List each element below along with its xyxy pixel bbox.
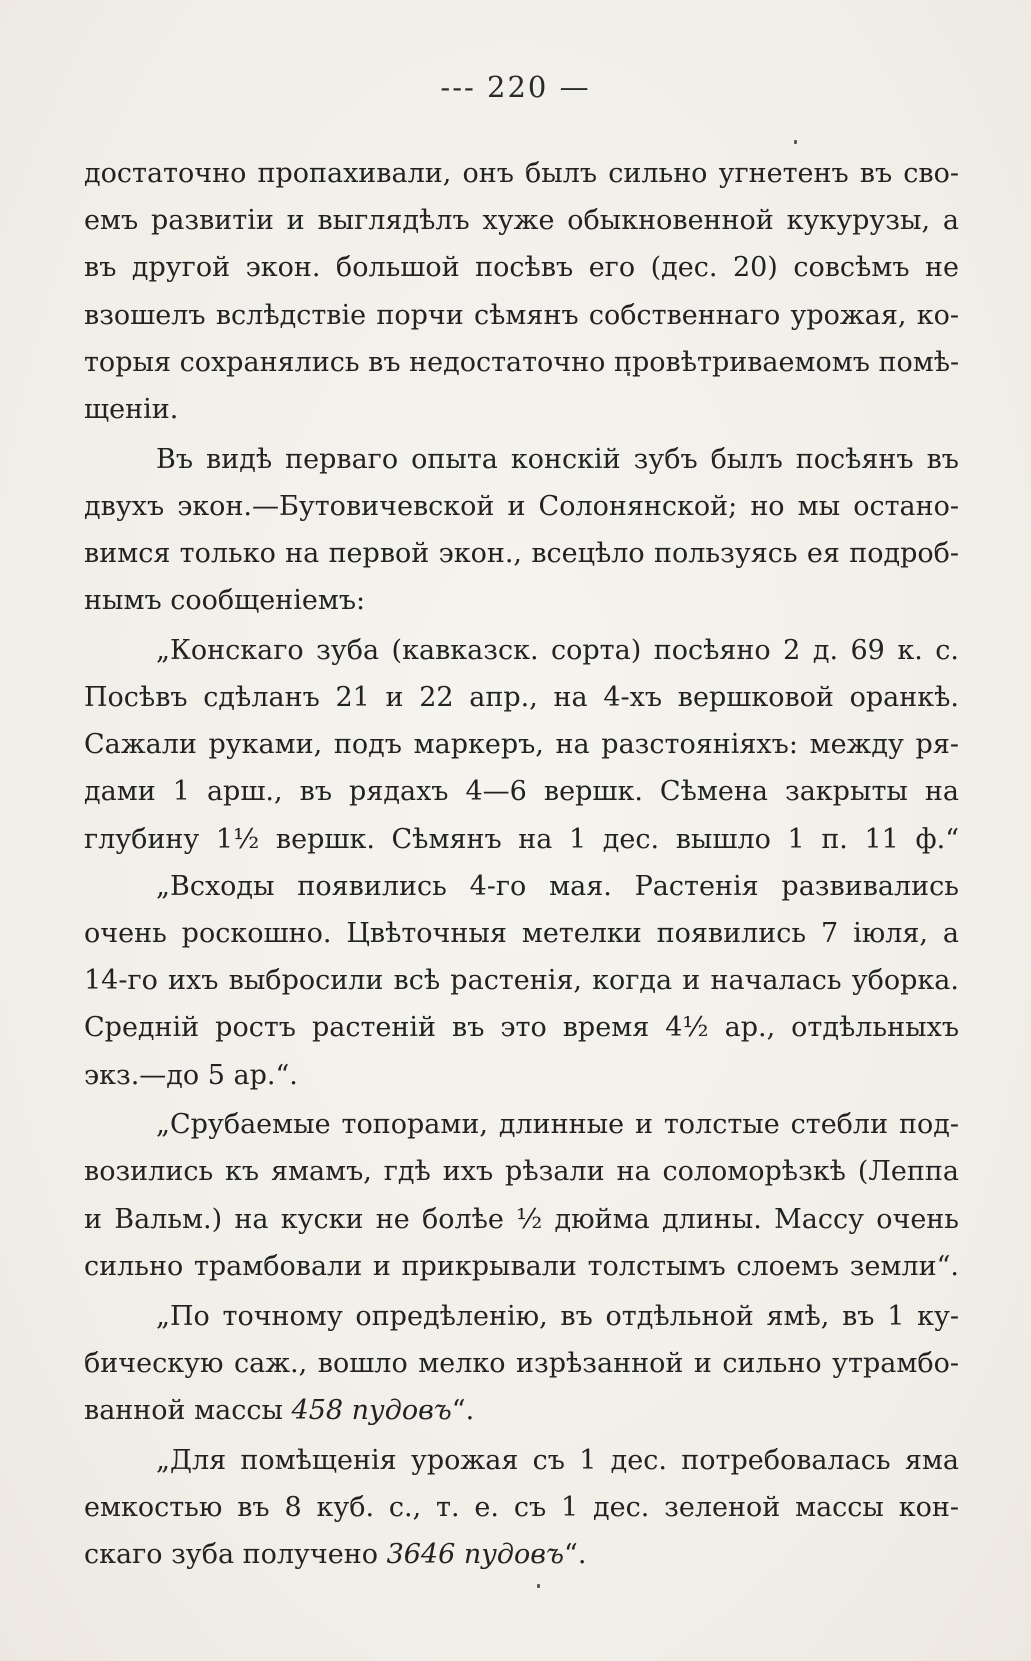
- paragraph: [84, 863, 959, 1099]
- text-line: [84, 1387, 959, 1434]
- text-line: щеніи.: [84, 393, 179, 425]
- text-line: бическую саж., вошло мелко изрѣзанной и сильно утрамбо-: [84, 1347, 959, 1379]
- text-line: достаточно пропахивали, онъ былъ сильно угнетенъ въ сво-: [84, 158, 959, 189]
- text-line: нымъ сообщеніемъ:: [84, 585, 366, 617]
- italic-quantity: 458 пудовъ: [291, 1394, 452, 1426]
- text-line: двухъ экон.—Бутовичевской и Солонянской; но мы остано-: [84, 490, 959, 522]
- text-line: взошелъ вслѣдствіе порчи сѣмянъ собственнаго урожая, ко-: [84, 299, 959, 331]
- text-line: „По точному опредѣленію, въ отдѣльной ямѣ, въ 1 ку-: [156, 1300, 959, 1332]
- text-line: емкостью въ 8 куб. с., т. е. съ 1 дес. зеленой массы кон-: [84, 1491, 959, 1523]
- italic-quantity: 3646 пудовъ: [386, 1538, 565, 1570]
- paragraph: [84, 1437, 959, 1579]
- body-text: [84, 150, 959, 1578]
- text-segment: ванной массы: [84, 1394, 292, 1426]
- paragraph: [84, 1293, 959, 1435]
- print-speck: [794, 140, 797, 144]
- text-segment: “.: [564, 1538, 587, 1570]
- text-line: 14-го ихъ выбросили всѣ растенія, когда и началась уборка.: [84, 965, 959, 997]
- text-line: въ другой экон. большой посѣвъ его (дес. 20) совсѣмъ не: [84, 252, 959, 284]
- text-line: „Конскаго зуба (кавказск. сорта) посѣяно 2 д. 69 к. с.: [156, 634, 959, 666]
- text-segment: скаго зуба получено: [84, 1538, 387, 1570]
- text-line: возились къ ямамъ, гдѣ ихъ рѣзали на соломорѣзкѣ (Леппа: [84, 1156, 959, 1188]
- print-speck: [537, 1584, 540, 1588]
- paragraph: [84, 1101, 959, 1290]
- paragraph: [84, 150, 959, 433]
- text-line: дами 1 арш., въ рядахъ 4—6 вершк. Сѣмена закрыты на: [84, 776, 959, 808]
- text-line: „Для помѣщенія урожая съ 1 дес. потребовалась яма: [156, 1444, 959, 1476]
- text-line: сильно трамбовали и прикрывали толстымъ слоемъ земли“.: [84, 1250, 959, 1282]
- text-line: Посѣвъ сдѣланъ 21 и 22 апр., на 4-хъ вершковой оранкѣ.: [84, 682, 959, 714]
- text-line: емъ развитіи и выглядѣлъ хуже обыкновенной кукурузы, а: [84, 205, 959, 237]
- text-line: очень роскошно. Цвѣточныя метелки появились 7 іюля, а: [84, 918, 959, 949]
- paragraph: [84, 436, 959, 625]
- text-line: и Вальм.) на куски не болѣе ½ дюйма длины. Массу очень: [84, 1203, 959, 1235]
- text-line: глубину 1½ вершк. Сѣмянъ на 1 дес. вышло 1 п. 11 ф.“: [84, 823, 959, 855]
- text-line: вимся только на первой экон., всецѣло пользуясь ея подроб-: [84, 538, 959, 569]
- text-segment: “.: [451, 1394, 475, 1426]
- paragraph: [84, 627, 959, 863]
- text-line: „Всходы появились 4-го мая. Растенія развивались: [156, 870, 959, 902]
- text-line: Въ видѣ перваго опыта конскій зубъ былъ посѣянъ въ: [156, 443, 959, 475]
- text-line: Средній ростъ растеній въ это время 4½ ар., отдѣльныхъ: [84, 1012, 959, 1044]
- page-number: --- 220 —: [440, 70, 591, 104]
- text-line: торыя сохранялись въ недостаточно провѣтриваемомъ помѣ-: [84, 346, 959, 378]
- text-line: „Срубаемые топорами, длинные и толстые стебли под-: [156, 1109, 959, 1141]
- text-line: Сажали руками, подъ маркеръ, на разстояніяхъ: между ря-: [84, 729, 959, 761]
- text-line: экз.—до 5 ар.“.: [84, 1059, 298, 1091]
- text-line: [84, 1531, 959, 1578]
